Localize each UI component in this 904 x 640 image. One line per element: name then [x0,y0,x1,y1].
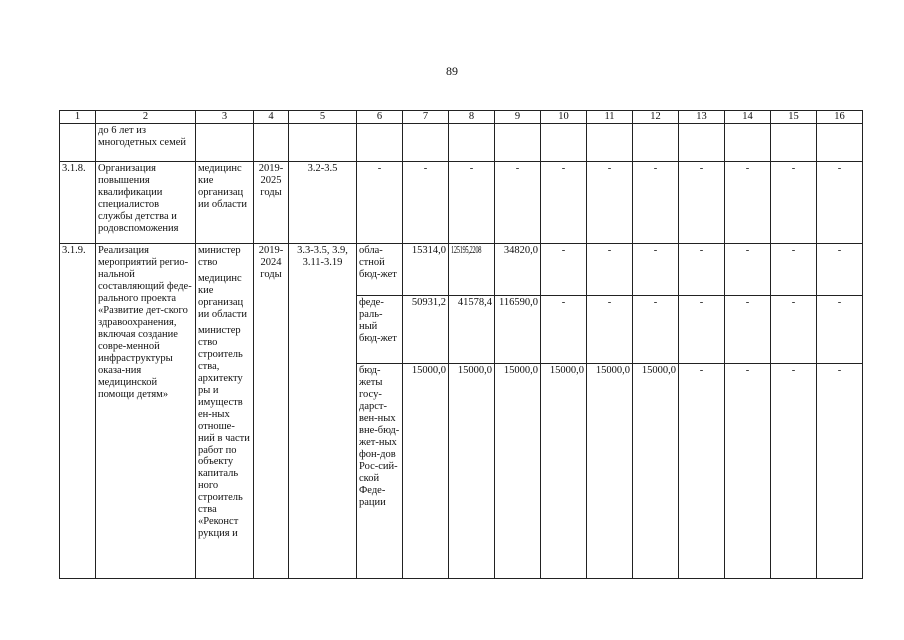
value-cell: - [817,364,863,579]
column-header: 16 [817,111,863,124]
value-cell: - [771,364,817,579]
value-cell: - [771,296,817,364]
value-cell: 15000,0 [541,364,587,579]
value-cell: - [679,296,725,364]
executor-cell [196,244,254,579]
column-header: 12 [633,111,679,124]
column-header: 3 [196,111,254,124]
value-cell: - [495,162,541,244]
value-cell: - [817,162,863,244]
value-cell: - [587,296,633,364]
activity-name: до 6 лет из многодетных семей [96,124,196,162]
column-header: 11 [587,111,633,124]
funding-source: обла-стной бюд-жет [357,244,403,296]
executor-cell: медицинс кие организац ии области [196,162,254,244]
value-cell: - [679,244,725,296]
executor-item: медицинс кие организац ии области [198,272,247,320]
column-header: 9 [495,111,541,124]
indicators-cell: 3.3-3.5, 3.9, 3.11-3.19 [289,244,357,579]
value-cell: - [679,162,725,244]
value-cell: 15314,0 [403,244,449,296]
column-header: 2 [96,111,196,124]
column-header: 13 [679,111,725,124]
column-header: 10 [541,111,587,124]
value-cell: - [541,296,587,364]
column-header: 15 [771,111,817,124]
column-header: 14 [725,111,771,124]
value-cell: - [725,364,771,579]
code-cell [60,124,96,162]
value-cell: 34820,0 [495,244,541,296]
value-cell: - [725,162,771,244]
column-header: 5 [289,111,357,124]
value-cell: 15000,0 [633,364,679,579]
value-cell: - [679,364,725,579]
value-cell: 15000,0 [449,364,495,579]
executor-item: министер ство [198,245,241,268]
value-cell: - [587,244,633,296]
value-text: 125195,2208 [451,245,482,256]
period-cell: 2019-2025 годы [254,162,289,244]
activity-code: 3.1.9. [60,244,96,579]
value-cell: - [541,162,587,244]
value-cell: - [725,244,771,296]
value-cell: 15000,0 [495,364,541,579]
value-cell: 50931,2 [403,296,449,364]
table-row-3-1-8 [60,162,863,244]
funding-source: феде-раль-ный бюд-жет [357,296,403,364]
value-cell: - [633,244,679,296]
value-cell: - [771,162,817,244]
column-header: 4 [254,111,289,124]
activity-name: Организация повышения квалификации специалистов службы детства и родовспоможения [96,162,196,244]
funding-source: бюд-жеты госу-дарст-вен-ных вне-бюд-жет-ных фон-дов Рос-сий-ской Феде-рации [357,364,403,579]
column-header: 7 [403,111,449,124]
column-header: 6 [357,111,403,124]
page-number: 89 [446,64,458,78]
value-cell: - [403,162,449,244]
value-cell: 116590,0 [495,296,541,364]
value-cell: - [449,162,495,244]
value-cell: - [817,296,863,364]
source-cell: - [357,162,403,244]
indicators-cell: 3.2-3.5 [289,162,357,244]
value-cell: - [817,244,863,296]
column-header: 8 [449,111,495,124]
table-row-3-1-9-regional [60,244,863,296]
activity-code: 3.1.8. [60,162,96,244]
value-cell: - [587,162,633,244]
executor-item: министер ство строитель ства, архитекту ры и имуществ ен-ных отноше-ний в части работ по объекту капиталь ного строитель ства «Реконст рукция и [198,324,250,540]
value-cell: 41578,4 [449,296,495,364]
value-cell: - [633,296,679,364]
program-table [59,110,863,579]
value-cell: - [541,244,587,296]
table-row-continuation [60,124,863,162]
value-cell: 15000,0 [403,364,449,579]
column-number-row [60,111,863,124]
value-cell [449,244,495,296]
value-cell: - [633,162,679,244]
column-header: 1 [60,111,96,124]
activity-name: Реализация мероприятий регио-нальной составляющий феде-рального проекта «Развитие дет-ского здравоохранения, включая создание совре-менной инфраструктуры оказа-ния медицинской помощи детям» [96,244,196,579]
value-cell: - [771,244,817,296]
value-cell: 15000,0 [587,364,633,579]
value-cell: - [725,296,771,364]
period-cell: 2019-2024 годы [254,244,289,579]
